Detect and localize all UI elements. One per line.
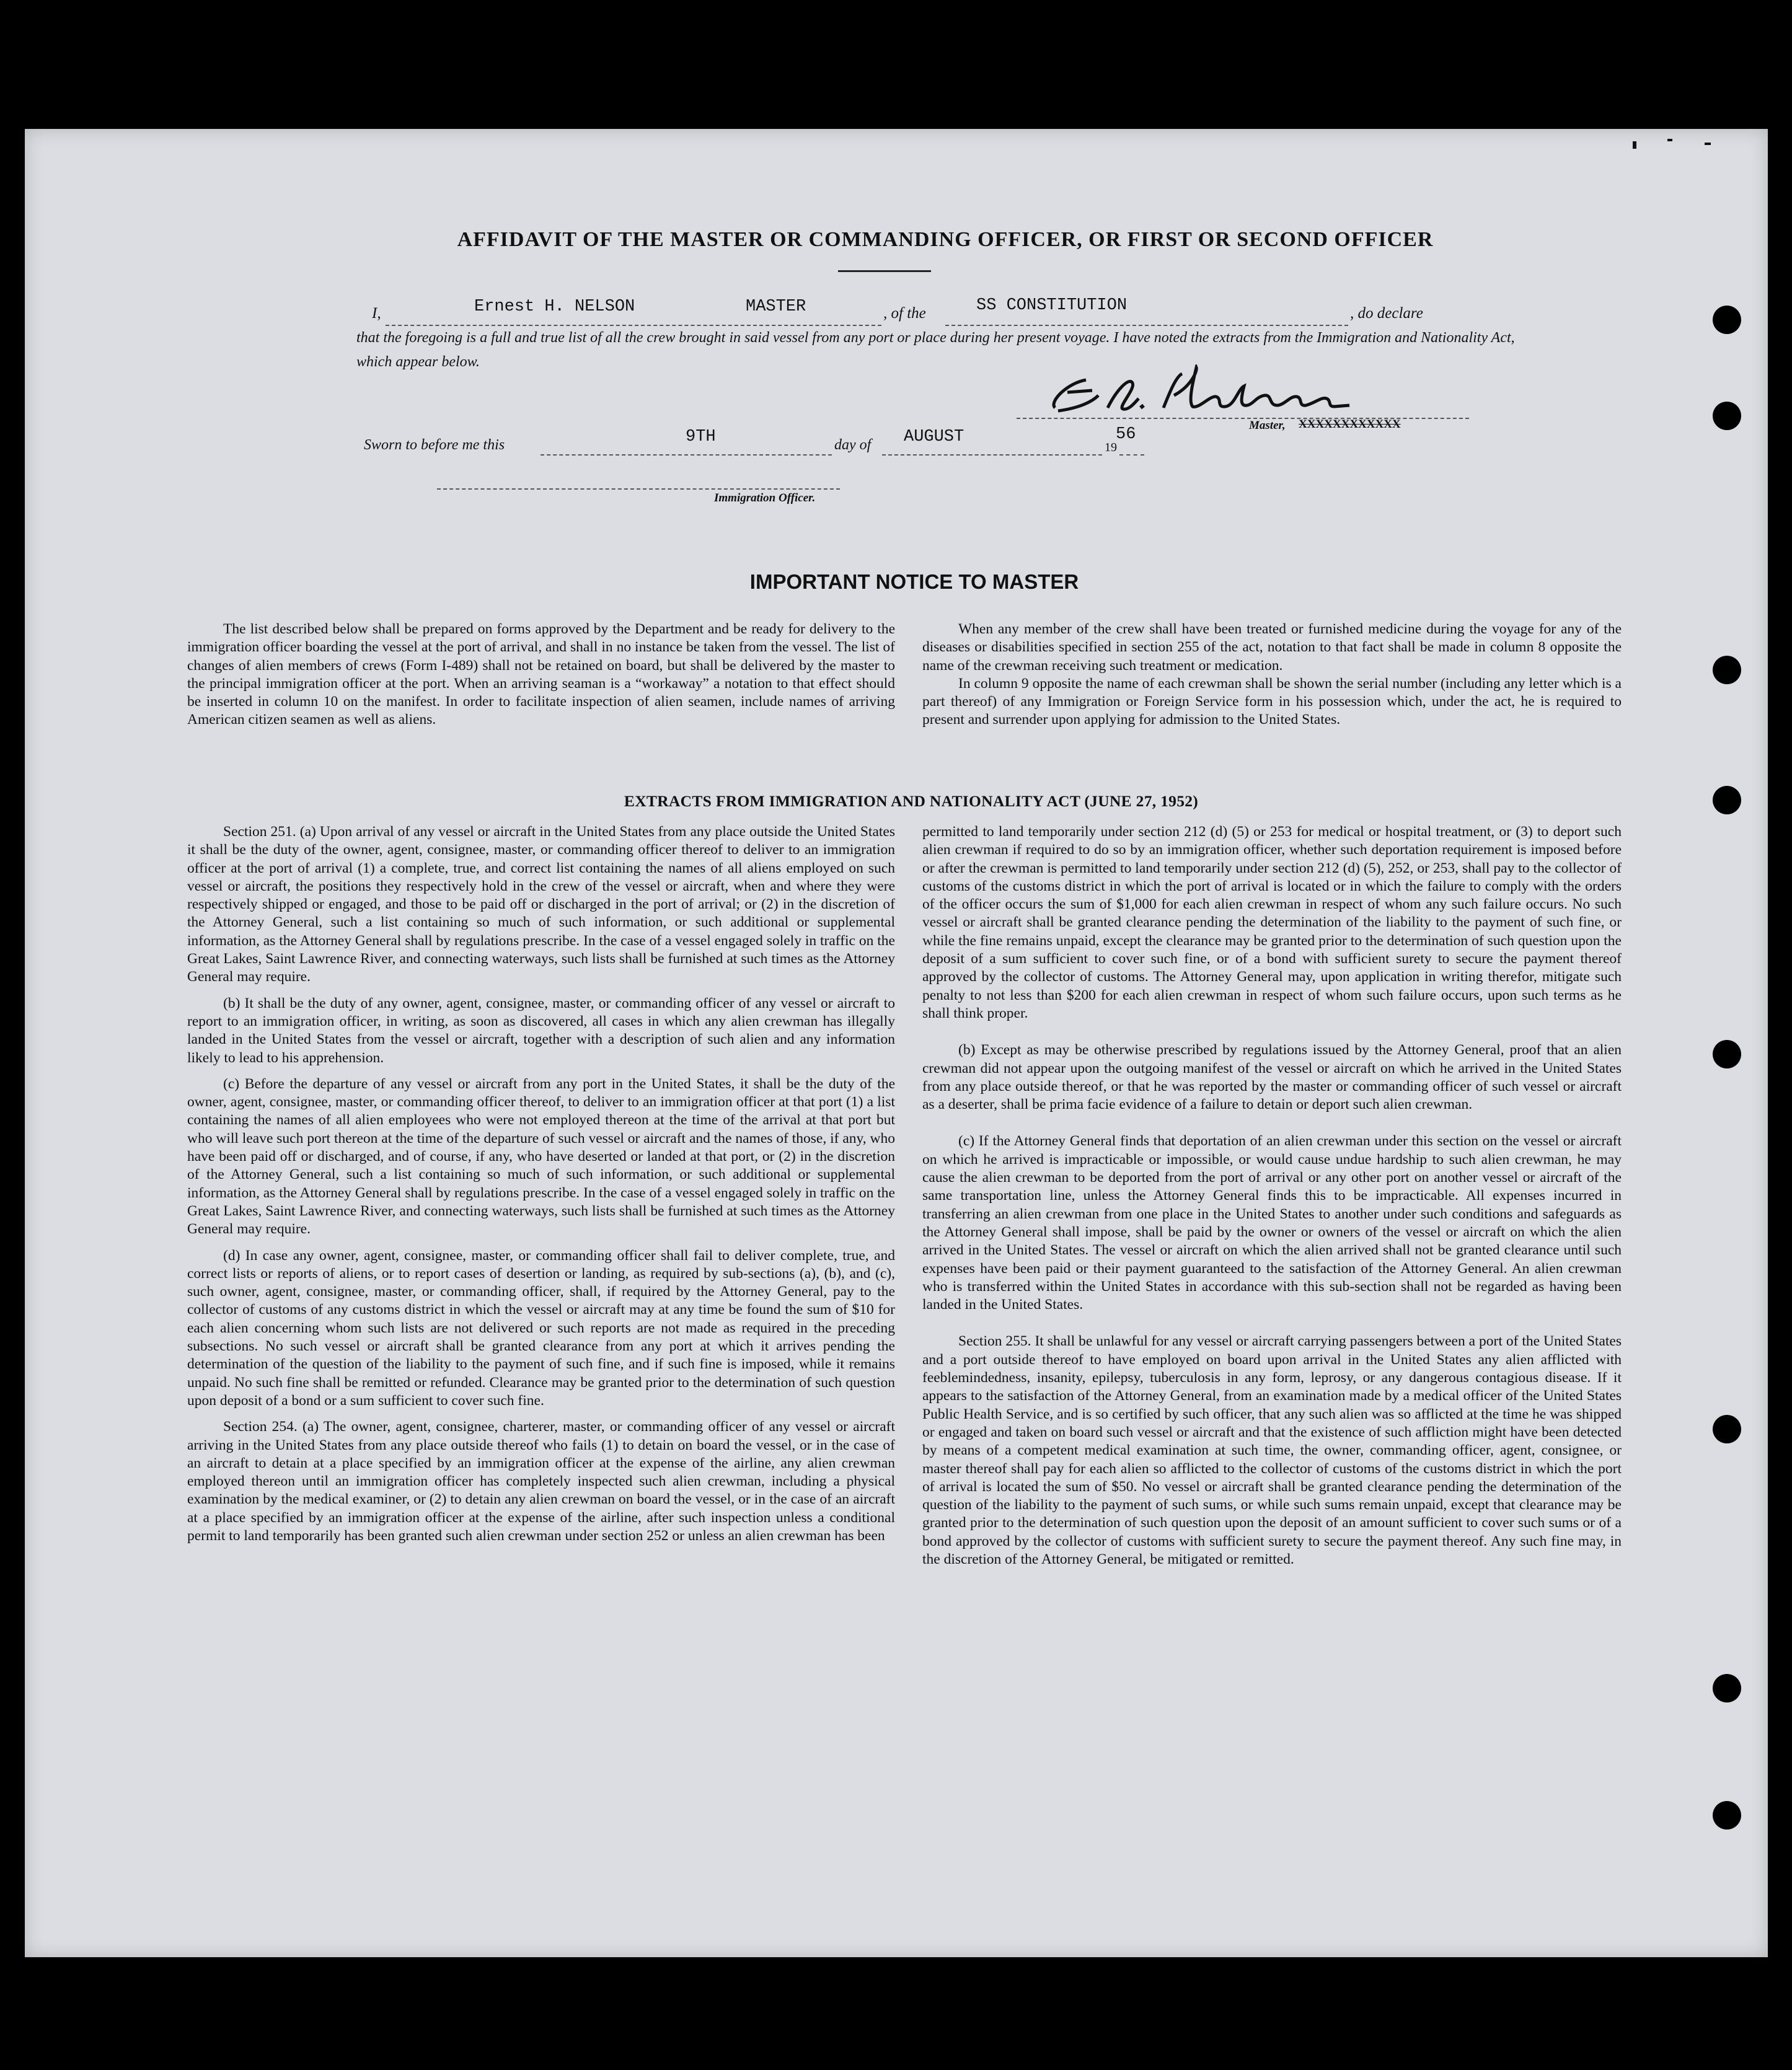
notice-title: IMPORTANT NOTICE TO MASTER	[749, 570, 1079, 593]
struck-title: XXXXXXXXXXXX	[1299, 418, 1401, 431]
year-field-line	[1119, 454, 1144, 456]
day-of-label: day of	[834, 437, 872, 453]
notice-paragraph: In column 9 opposite the name of each crewman shall be shown the serial number (including any letter which is a part thereof) of any Immigration or Foreign Service form in his possession which, under the act, he is required to present and surrender upon applying for admission to the United States.	[922, 675, 1622, 728]
extract-paragraph: (d) In case any owner, agent, consignee, master, or commanding officer shall fail to deliver complete, true, and correct lists or reports of aliens, or to report cases of desertion or landing, as required by sub-sections (a), (b), and (c), such owner, agent, consignee, master, or commanding officer, shall, if required by the Attorney General, pay to the collector of customs of any customs district in which the vessel or aircraft may at any time be found the sum of $10 for each alien concerning whom such lists are not delivered or such reports are not made as required in the preceding subsections. No such vessel or aircraft shall be granted clearance from any port at which it arrives pending the determination of the question of the liability to the payment of such fine, and if such fine is imposed, while it remains unpaid. No such fine shall be remitted or refunded. Clearance may be granted prior to the determination of such question upon deposit of a bond or a sum sufficient to cover such fine.	[187, 1247, 895, 1409]
punch-hole	[1713, 402, 1741, 430]
document-page	[25, 129, 1768, 1957]
extracts-right-column	[922, 823, 1622, 1569]
punch-hole	[1713, 656, 1741, 684]
dust-speck	[1667, 139, 1672, 141]
extracts-left-column	[187, 823, 895, 1545]
officer-signature-line	[437, 488, 840, 490]
punch-hole	[1713, 1040, 1741, 1068]
master-label: Master,	[1249, 419, 1286, 432]
extract-paragraph: Section 251. (a) Upon arrival of any vessel or aircraft in the United States from any place outside the United States it shall be the duty of the owner, agent, consignee, master, or commanding officer thereof to deliver to an immigration officer at the port of arrival (1) a complete, true, and correct list containing the names of all aliens employed on such vessel or aircraft, the positions they respectively hold in the crew of the vessel or aircraft, when and where they were respectively shipped or engaged, and those to be paid off or discharged in the port of arrival; or (2) in the discretion of the Attorney General, such a list containing so much of such information, or such additional or supplemental information, as the Attorney General shall by regulations prescribe. In the case of a vessel engaged solely in traffic on the Great Lakes, Saint Lawrence River, and connecting waterways, such lists shall be furnished at such times as the Attorney General may require.	[187, 824, 895, 985]
master-rank: MASTER	[746, 297, 806, 316]
notice-paragraph: When any member of the crew shall have been treated or furnished medicine during the voyage for any of the diseases or disabilities specified in section 255 of the act, notation to that fact shall be made in column 8 opposite the name of the crewman receiving such treatment or medication.	[922, 621, 1622, 674]
punch-hole	[1713, 786, 1741, 814]
declaration-line	[372, 297, 1512, 328]
extract-paragraph: (c) If the Attorney General finds that deportation of an alien crewman under this section on the vessel or aircraft on which he arrived is impracticable or impossible, or would cause undue hardship to such alien crewman, he may cause the alien crewman to be deported from the port of arrival or any other port on another vessel or aircraft of the same transportation line, unless the Attorney General finds this to be impracticable. All expenses incurred in transferring an alien crewman from one place in the United States to another under such conditions and safeguards as the Attorney General shall impose, shall be paid by the owner or owners of the vessel or aircraft on which the alien arrived in the United States. The vessel or aircraft on which the alien arrived shall not be granted clearance until such expenses have been paid or their payment guaranteed to the satisfaction of the Attorney General. An alien crewman who is transferred within the United States in accordance with this sub-section shall not be regarded as having been landed in the United States.	[922, 1133, 1622, 1313]
month-field-line	[882, 454, 1102, 456]
officer-label: Immigration Officer.	[714, 491, 816, 504]
notice-paragraph: The list described below shall be prepared on forms approved by the Department and be ready for delivery to the immigration officer boarding the vessel at the port of arrival, and shall in no instance be taken from the vessel. The list of changes of alien members of crews (Form I-489) shall not be retained on board, but shall be delivered by the master to the principal immigration officer at the port. When an arriving seaman is a “workaway” a notation to that effect should be inserted in column 10 on the manifest. In order to facilitate inspection of alien seamen, include names of arriving American citizen seamen as well as aliens.	[187, 621, 895, 728]
extract-paragraph: (b) It shall be the duty of any owner, agent, consignee, master, or commanding officer of any vessel or aircraft to report to an immigration officer, in writing, as soon as discovered, all cases in which any alien crewman has illegally landed in the United States from the vessel or aircraft, together with a description of such alien and any information likely to lead to his apprehension.	[187, 995, 895, 1066]
affidavit-title: AFFIDAVIT OF THE MASTER OR COMMANDING OFFICER, OR FIRST OR SECOND OFFICER	[457, 228, 1434, 251]
dust-speck	[1705, 143, 1711, 145]
sworn-label: Sworn to before me this	[364, 437, 505, 453]
vessel-name: SS CONSTITUTION	[976, 296, 1128, 315]
year-prefix: 19	[1105, 441, 1117, 454]
of-the-label: , of the	[883, 305, 926, 322]
punch-hole	[1713, 1415, 1741, 1443]
notice-right-column	[922, 620, 1622, 729]
dust-speck	[1633, 141, 1636, 149]
signature-line	[1017, 418, 1469, 419]
extracts-title: EXTRACTS FROM IMMIGRATION AND NATIONALITY ACT (JUNE 27, 1952)	[624, 792, 1199, 810]
extract-paragraph: Section 255. It shall be unlawful for any vessel or aircraft carrying passengers between a port of the United States and a port outside thereof to have employed on board upon arrival in the United States any alien afflicted with feeblemindedness, insanity, epilepsy, tuberculosis in any form, leprosy, or any dangerous contagious disease. If it appears to the satisfaction of the Attorney General, from an examination made by a medical officer of the United States Public Health Service, and is so certified by such officer, that any such alien was so afflicted at the time he was shipped or engaged and taken on board such vessel or aircraft and that the existence of such affliction might have been detected by means of a competent medical examination at such time, the owner, commanding officer, agent, consignee, or master thereof shall pay for each alien so afflicted to the collector of customs of the customs district in which the port of arrival is located the sum of $50. No vessel or aircraft shall be granted clearance pending the determination of the question of the liability to the payment of such sums, or while such sums remain unpaid, except that clearance may be granted prior to the determination of such question upon the deposit of an amount sufficient to cover such sums or of a bond approved by the collector of customs with sufficient surety to secure the payment thereof. Any such fine may, in the discretion of the Attorney General, be mitigated or remitted.	[922, 1333, 1622, 1567]
extract-paragraph: Section 254. (a) The owner, agent, consignee, charterer, master, or commanding officer of any vessel or aircraft arriving in the United States from any place outside thereof who fails (1) to detain on board the vessel, or in the case of an aircraft to detain at a place specified by an immigration officer at the expense of the airline, any alien crewman employed thereon until an immigration officer has completely inspected such alien crewman, including a physical examination by the medical examiner, or (2) to detain any alien crewman on board the vessel, or in the case of an aircraft at a place specified by an immigration officer at the expense of the airline, after such inspection unless a conditional permit to land temporarily has been granted such alien crewman under section 252 or unless an alien crewman has been	[187, 1419, 895, 1544]
declaration-text: that the foregoing is a full and true list of all the crew brought in said vessel from any port or place during her present voyage. I have noted the extracts from the Immigration and Nationality Act, which appear below.	[356, 330, 1515, 370]
title-divider	[838, 270, 931, 272]
master-name: Ernest H. NELSON	[474, 297, 635, 316]
punch-hole	[1713, 1801, 1741, 1830]
notice-left-column	[187, 620, 895, 729]
declare-label: , do declare	[1350, 305, 1423, 322]
sworn-day: 9TH	[686, 428, 716, 446]
sworn-year: 56	[1116, 425, 1136, 444]
extract-paragraph: (c) Before the departure of any vessel or aircraft from any port in the United States, it shall be the duty of the owner, agent, consignee, master, or commanding officer thereof, to deliver to an immigration officer at that port (1) a list containing the names of all alien employees who were not employed thereon at the time of the arrival at that port but who will leave such port thereon at the time of the departure of such vessel or aircraft and the names of those, if any, who have been paid off or discharged, and of course, if any, who have deserted or landed at that port, or (2) in the discretion of the Attorney General, such a list containing so much of such information, or such additional or supplemental information, as the Attorney General shall by regulations prescribe. In the case of a vessel engaged solely in traffic on the Great Lakes, Saint Lawrence River, and connecting waterways, such lists shall be furnished at such times as the Attorney General may require.	[187, 1075, 895, 1238]
punch-hole	[1713, 306, 1741, 334]
extract-paragraph: permitted to land temporarily under section 212 (d) (5) or 253 for medical or hospital treatment, or (3) to deport such alien crewman if required to do so by an immigration officer, whether such deportation requirement is imposed before or after the crewman is permitted to land temporarily under section 212 (d) (5), 252, or 253, shall pay to the collector of customs of the customs district in which the port of arrival is located or in which the failure to comply with the orders of the officer occurs the sum of $1,000 for each alien crewman in respect of whom any such failure occurs. No such vessel or aircraft shall be granted clearance pending the determination of the liability to the payment of such fine, or while the fine remains unpaid, except the clearance may be granted prior to the determination of such question upon the deposit of a sum sufficient to cover such fine, or of a bond with sufficient surety to secure the payment thereof approved by the collector of customs. The Attorney General may, upon application in writing therefor, mitigate such penalty to not less than $200 for each alien crewman in respect of whom such failure occurs, upon such terms as he shall think proper.	[922, 824, 1622, 1021]
i-label: I,	[372, 305, 381, 322]
sworn-month: AUGUST	[904, 428, 964, 446]
day-field-line	[541, 454, 832, 456]
punch-hole	[1713, 1674, 1741, 1702]
extract-paragraph: (b) Except as may be otherwise prescribed by regulations issued by the Attorney General, proof that an alien crewman did not appear upon the outgoing manifest of the vessel or aircraft on which he arrived in the United States from any place outside thereof, or that he was reported by the master or commanding officer of such vessel or aircraft as a deserter, shall be prima facie evidence of a failure to detain or deport such alien crewman.	[922, 1042, 1622, 1113]
master-signature	[1030, 364, 1353, 420]
